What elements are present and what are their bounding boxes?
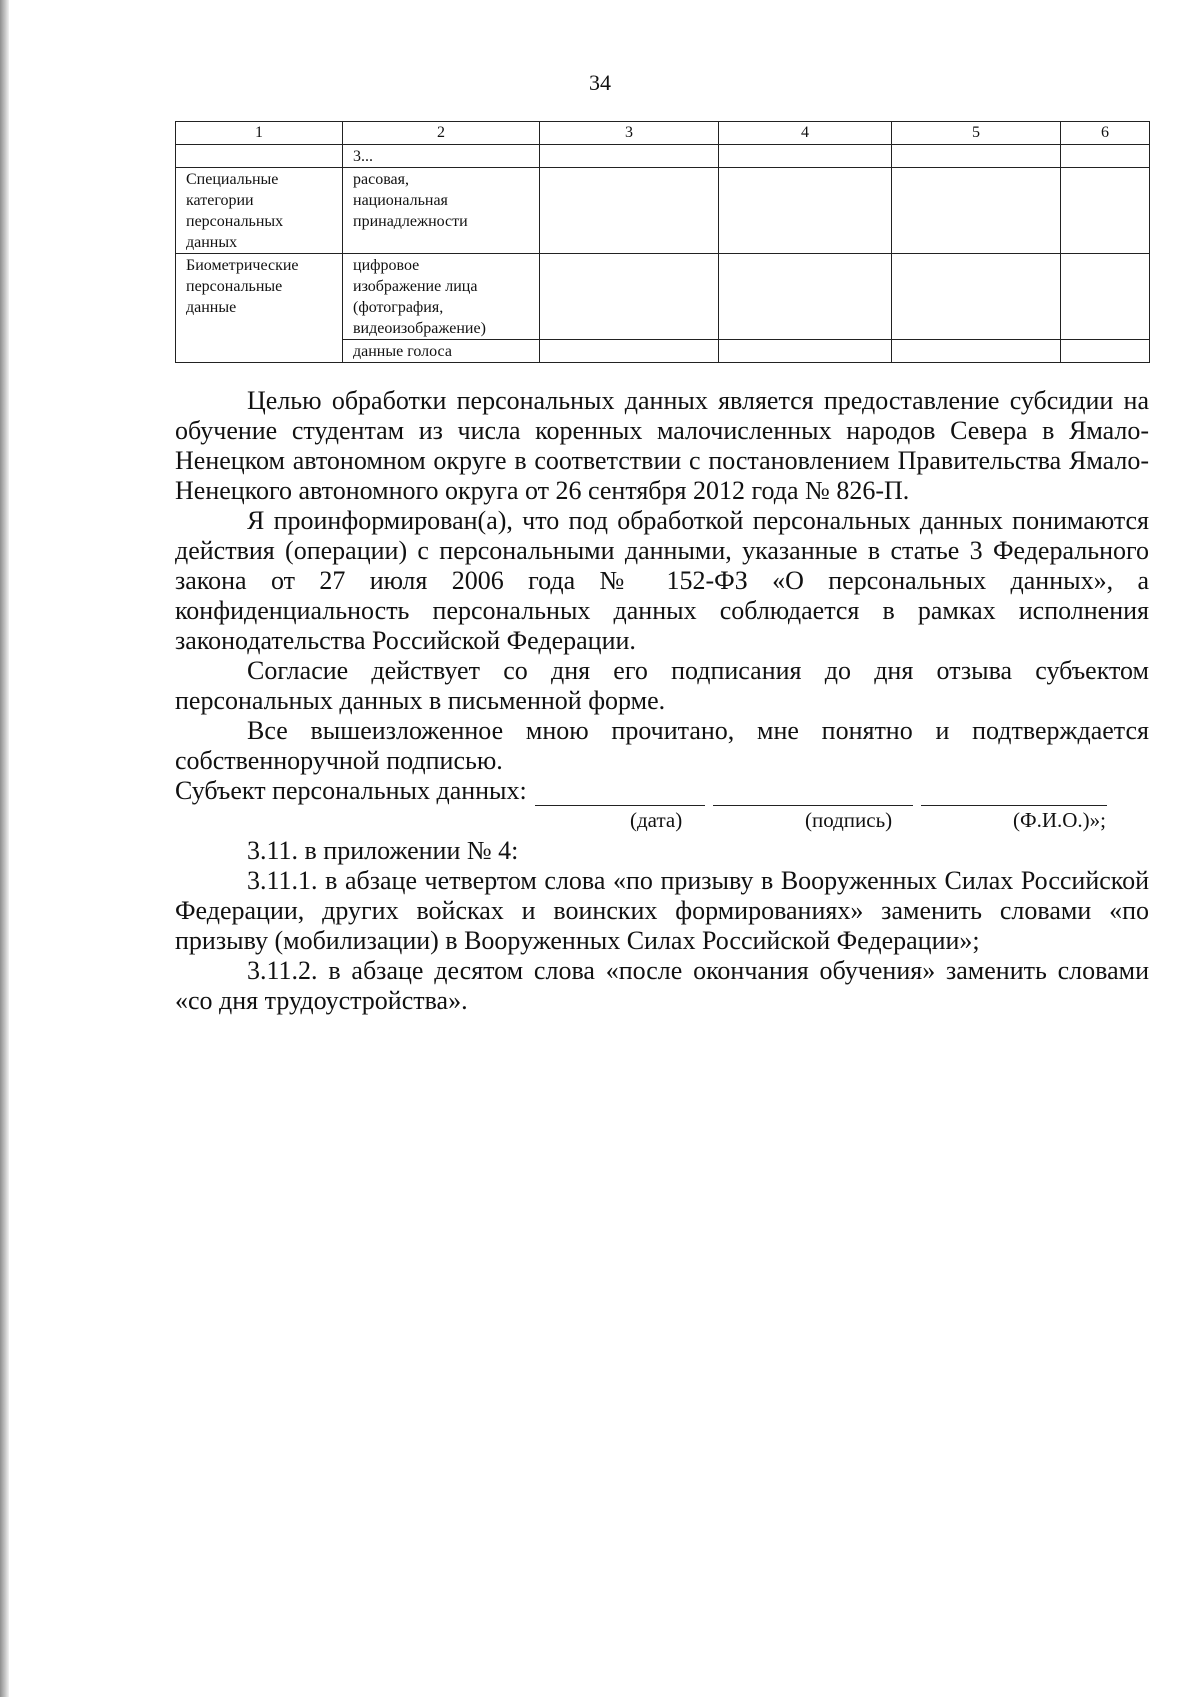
- table-header-row: [176, 122, 1150, 145]
- item-line: (фотография,: [353, 299, 444, 316]
- purpose-paragraph: Целью обработки персональных данных является предоставление субсидии на обучение студентам из числа коренных малочисленных народов Севера в Ямало-Ненецком автономном округе в соответствии с постановлением Правительства Ямало-Ненецкого автономного округа от 26 сентября 2012 года № 826-П.: [175, 386, 1149, 505]
- table-cell: [1061, 340, 1150, 363]
- category-line: данных: [186, 234, 238, 251]
- table-cell: [1061, 168, 1150, 254]
- column-header: 2: [343, 122, 540, 145]
- category-line: данные: [186, 299, 237, 316]
- item-cell: [343, 168, 540, 254]
- item-line: видеоизображение): [353, 320, 486, 337]
- category-line: персональных: [186, 213, 284, 230]
- table-cell: [892, 145, 1061, 168]
- column-header: 1: [176, 122, 343, 145]
- table-cell: [1061, 145, 1150, 168]
- item-line: цифровое: [353, 257, 420, 274]
- table-row: [176, 254, 1150, 340]
- page-number: 34: [589, 70, 611, 95]
- table-cell: [540, 145, 719, 168]
- table-cell: [540, 254, 719, 340]
- category-line: персональные: [186, 278, 283, 295]
- confirmation-paragraph: Все вышеизложенное мною прочитано, мне понятно и подтверждается собственноручной подписью.: [175, 716, 1149, 775]
- category-line: Биометрические: [186, 257, 299, 274]
- category-line: Специальные: [186, 171, 279, 188]
- document-body: [175, 386, 1149, 1016]
- amendment-3-11: 3.11. в приложении № 4:: [247, 836, 519, 865]
- table-cell: [892, 254, 1061, 340]
- table-row: [176, 145, 1150, 168]
- personal-data-table: [175, 121, 1150, 363]
- category-line: категории: [186, 192, 254, 209]
- amendment-3-11-1: 3.11.1. в абзаце четвертом слова «по призыву в Вооруженных Силах Российской Федерации, других войсках и воинских формированиях» заменить словами «по призыву (мобилизации) в Вооруженных Силах Российской Федерации»;: [175, 866, 1149, 955]
- item-cell: [343, 254, 540, 340]
- table-cell: 3...: [343, 145, 540, 168]
- table-cell: [1061, 254, 1150, 340]
- table-cell: [176, 145, 343, 168]
- table-cell: [719, 145, 892, 168]
- signature-blank: [713, 783, 913, 806]
- item-cell: [343, 340, 540, 363]
- column-header: 3: [540, 122, 719, 145]
- amendment-3-11-2: 3.11.2. в абзаце десятом слова «после окончания обучения» заменить словами «со дня трудоустройства».: [175, 956, 1149, 1015]
- scan-edge-shadow: [0, 0, 9, 1697]
- category-cell: [176, 254, 343, 363]
- item-line: расовая,: [353, 171, 410, 188]
- name-blank: [921, 783, 1107, 806]
- column-header: 5: [892, 122, 1061, 145]
- table-cell: [892, 168, 1061, 254]
- column-header: 4: [719, 122, 892, 145]
- signature-label: Субъект персональных данных:: [175, 776, 527, 805]
- signature-line: [175, 776, 1149, 806]
- item-line: данные голоса: [353, 343, 452, 360]
- item-line: изображение лица: [353, 278, 478, 295]
- column-header: 6: [1061, 122, 1150, 145]
- signature-captions: [175, 806, 1149, 836]
- table-cell: [719, 340, 892, 363]
- table-cell: [540, 340, 719, 363]
- name-caption: (Ф.И.О.)»;: [1013, 808, 1106, 832]
- date-caption: (дата): [630, 808, 683, 832]
- item-line: принадлежности: [353, 213, 468, 230]
- table-cell: [719, 254, 892, 340]
- signature-caption: (подпись): [805, 808, 893, 832]
- validity-paragraph: Согласие действует со дня его подписания до дня отзыва субъектом персональных данных в письменной форме.: [175, 656, 1149, 715]
- table-cell: [892, 340, 1061, 363]
- category-cell: [176, 168, 343, 254]
- informed-paragraph: Я проинформирован(а), что под обработкой персональных данных понимаются действия (операции) с персональными данными, указанные в статье 3 Федерального закона от 27 июля 2006 года № 152-ФЗ «О персональных данных», а конфиденциальность персональных данных соблюдается в рамках исполнения законодательства Российской Федерации.: [175, 506, 1149, 655]
- table-cell: [719, 168, 892, 254]
- table-cell: [540, 168, 719, 254]
- table-row: [176, 168, 1150, 254]
- item-line: национальная: [353, 192, 448, 209]
- date-blank: [535, 783, 705, 806]
